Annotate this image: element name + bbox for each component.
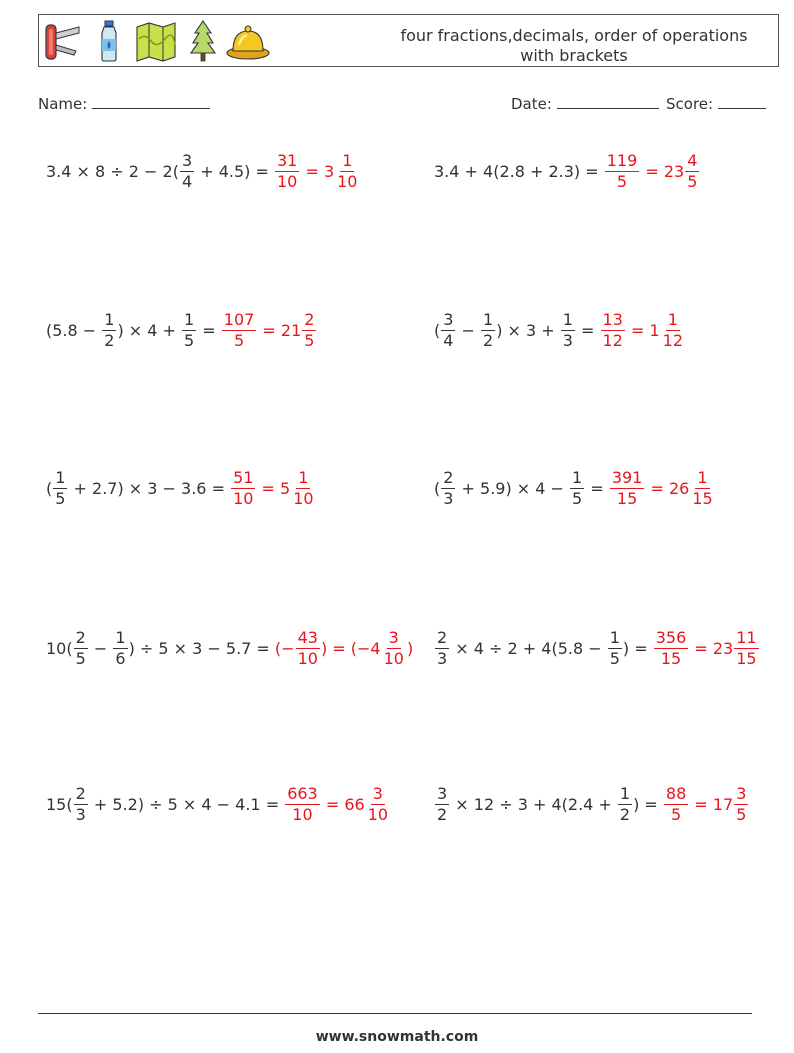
numerator: 1 [667, 309, 678, 329]
problem-expression [434, 628, 653, 669]
denominator: 3 [443, 488, 454, 508]
numerator: 1 [619, 783, 631, 803]
expr-text: + 5.2) ÷ 5 × 4 − 4.1 = [88, 794, 285, 814]
expr-text: = 26 [645, 478, 690, 498]
fraction [180, 151, 194, 192]
problem-item [434, 302, 686, 358]
numerator: 43 [297, 627, 318, 647]
numerator: 663 [287, 783, 318, 803]
fraction [561, 310, 575, 351]
expr-text: = 5 [256, 478, 291, 498]
numerator: 11 [736, 627, 757, 647]
problem-answer [221, 310, 318, 351]
denominator: 5 [233, 330, 245, 350]
denominator: 5 [304, 330, 315, 350]
problem-expression [434, 784, 663, 825]
numerator: 4 [687, 150, 698, 170]
expr-text: ) = [622, 638, 653, 658]
expr-text: = [197, 320, 221, 340]
denominator: 2 [437, 804, 448, 824]
numerator: 2 [443, 467, 454, 487]
expr-text: (− [274, 638, 295, 658]
problem-answer [274, 151, 360, 192]
problem-expression [46, 310, 221, 351]
numerator: 3 [437, 783, 448, 803]
fraction [690, 468, 714, 509]
numerator: 3 [388, 627, 399, 647]
numerator: 1 [104, 309, 115, 329]
numerator: 2 [437, 627, 448, 647]
numerator: 1 [562, 309, 573, 329]
expr-text: = [585, 478, 609, 498]
name-field [38, 93, 210, 113]
expr-text: = 3 [300, 161, 335, 181]
denominator: 2 [483, 330, 494, 350]
denominator: 6 [115, 648, 126, 668]
fraction [296, 628, 320, 669]
numerator: 356 [655, 627, 687, 647]
fraction [74, 628, 88, 669]
problem-answer [663, 784, 749, 825]
problem-expression [46, 151, 274, 192]
score-label: Score: [666, 95, 714, 113]
denominator: 12 [602, 330, 623, 350]
water-bottle-icon [97, 19, 121, 63]
expr-text: = 23 [689, 638, 734, 658]
numerator: 1 [55, 467, 66, 487]
expr-text: ) ÷ 5 × 3 − 5.7 = [128, 638, 275, 658]
problem-expression [46, 468, 230, 509]
problem-item [46, 776, 391, 832]
fraction [222, 310, 257, 351]
denominator: 5 [736, 804, 747, 824]
fraction [685, 151, 699, 192]
fraction [231, 468, 255, 509]
expr-text: ) = (−4 [320, 638, 381, 658]
denominator: 10 [383, 648, 404, 668]
denominator: 5 [55, 488, 66, 508]
expr-text: 3.4 × 8 ÷ 2 − 2( [46, 161, 179, 181]
expr-text: − [88, 638, 113, 658]
numerator: 107 [223, 309, 255, 329]
footer-website: www.snowmath.com [315, 1029, 479, 1045]
score-field [666, 93, 766, 113]
numerator: 1 [342, 150, 353, 170]
problem-expression [434, 162, 604, 181]
numerator: 3 [736, 783, 747, 803]
denominator: 3 [437, 648, 448, 668]
denominator: 5 [671, 804, 682, 824]
fraction [182, 310, 196, 351]
expr-text: × 4 ÷ 2 + 4(5.8 − [450, 638, 607, 658]
problem-item [434, 460, 716, 516]
expr-text: − [456, 320, 481, 340]
fraction [441, 468, 455, 509]
fraction [734, 628, 758, 669]
fraction [570, 468, 584, 509]
denominator: 2 [619, 804, 631, 824]
numerator: 3 [181, 150, 193, 170]
problem-expression [46, 784, 284, 825]
numerator: 1 [572, 467, 583, 487]
expr-text: 15( [46, 794, 73, 814]
denominator: 10 [297, 648, 318, 668]
problem-expression [434, 468, 609, 509]
numerator: 1 [609, 627, 620, 647]
expr-text: (5.8 − [46, 320, 102, 340]
fraction [654, 628, 689, 669]
denominator: 3 [75, 804, 86, 824]
fraction [605, 151, 640, 192]
expr-text: ) × 4 + [117, 320, 182, 340]
date-label: Date: [511, 95, 552, 113]
denominator: 15 [660, 648, 682, 668]
footer-divider [38, 1013, 752, 1014]
fraction [335, 151, 359, 192]
date-line[interactable] [557, 93, 659, 109]
problem-answer [284, 784, 391, 825]
worksheet-header [38, 14, 779, 67]
problem-item [46, 143, 360, 199]
denominator: 4 [443, 330, 454, 350]
denominator: 10 [292, 804, 313, 824]
fraction [661, 310, 685, 351]
denominator: 12 [662, 330, 684, 350]
numerator: 2 [75, 783, 86, 803]
numerator: 391 [611, 467, 643, 487]
fraction [734, 784, 748, 825]
problem-expression [46, 628, 275, 669]
numerator: 1 [697, 467, 708, 487]
problem-item [434, 776, 749, 832]
fraction [291, 468, 315, 509]
fraction [275, 151, 299, 192]
denominator: 10 [233, 488, 254, 508]
denominator: 4 [181, 171, 193, 191]
fraction [113, 628, 127, 669]
problem-item [434, 143, 700, 199]
fraction [610, 468, 645, 509]
problem-answer [275, 628, 413, 669]
fraction [366, 784, 390, 825]
numerator: 3 [372, 783, 383, 803]
expr-text: + 4.5) = [195, 161, 274, 181]
problem-answer [230, 468, 316, 509]
problem-answer [604, 151, 701, 192]
numerator: 119 [606, 150, 638, 170]
denominator: 10 [337, 171, 358, 191]
problem-answer [609, 468, 716, 509]
expr-text: ) [406, 638, 414, 658]
fraction [435, 784, 449, 825]
denominator: 10 [277, 171, 298, 191]
expr-text: = 66 [320, 794, 365, 814]
fraction [382, 628, 406, 669]
problem-item [46, 460, 317, 516]
numerator: 88 [665, 783, 687, 803]
fraction [302, 310, 316, 351]
denominator: 5 [572, 488, 583, 508]
problem-item [46, 302, 317, 358]
fraction [618, 784, 632, 825]
name-label: Name: [38, 95, 88, 113]
expr-text: ( [434, 478, 441, 498]
denominator: 5 [616, 171, 628, 191]
dome-bell-icon [225, 19, 271, 63]
numerator: 2 [304, 309, 315, 329]
expr-text: + 5.9) × 4 − [456, 478, 570, 498]
expr-text: ( [46, 478, 53, 498]
numerator: 51 [233, 467, 254, 487]
denominator: 5 [609, 648, 620, 668]
denominator: 5 [184, 330, 195, 350]
fraction [435, 628, 449, 669]
map-icon [135, 19, 177, 63]
worksheet-title: four fractions,decimals, order of operations with brackets [400, 26, 748, 65]
numerator: 1 [298, 467, 309, 487]
expr-text: ( [434, 320, 441, 340]
expr-text: + 2.7) × 3 − 3.6 = [68, 478, 231, 498]
expr-text: ) × 3 + [496, 320, 560, 340]
problem-item [434, 620, 760, 676]
expr-text: ) = [633, 794, 663, 814]
name-line[interactable] [92, 93, 210, 109]
fraction [441, 310, 455, 351]
denominator: 10 [367, 804, 389, 824]
denominator: 3 [562, 330, 573, 350]
pocket-knife-icon [43, 19, 83, 63]
numerator: 2 [75, 627, 86, 647]
fraction [481, 310, 495, 351]
expr-text: = 23 [640, 161, 685, 181]
numerator: 1 [115, 627, 126, 647]
expr-text: = [575, 320, 600, 340]
fraction [664, 784, 688, 825]
expr-text: 3.4 + 4(2.8 + 2.3) = [434, 161, 604, 181]
fraction [608, 628, 622, 669]
expr-text: × 12 ÷ 3 + 4(2.4 + [450, 794, 617, 814]
expr-text: = 1 [625, 320, 660, 340]
denominator: 5 [687, 171, 698, 191]
fraction [74, 784, 88, 825]
denominator: 15 [736, 648, 757, 668]
date-field [511, 93, 659, 113]
fraction [601, 310, 625, 351]
denominator: 2 [104, 330, 115, 350]
problem-expression [434, 310, 600, 351]
pine-tree-icon [189, 19, 217, 63]
expr-text: = 21 [257, 320, 302, 340]
numerator: 1 [184, 309, 195, 329]
numerator: 1 [483, 309, 494, 329]
problem-answer [653, 628, 760, 669]
problem-item [46, 620, 413, 676]
numerator: 13 [602, 309, 623, 329]
expr-text: = 17 [689, 794, 734, 814]
fraction [102, 310, 116, 351]
expr-text: 10( [46, 638, 73, 658]
problem-answer [600, 310, 686, 351]
numerator: 3 [443, 309, 454, 329]
denominator: 15 [692, 488, 713, 508]
denominator: 10 [293, 488, 314, 508]
fraction [285, 784, 320, 825]
score-line[interactable] [718, 93, 766, 109]
denominator: 15 [616, 488, 638, 508]
denominator: 5 [75, 648, 86, 668]
fraction [53, 468, 67, 509]
numerator: 31 [277, 150, 298, 170]
